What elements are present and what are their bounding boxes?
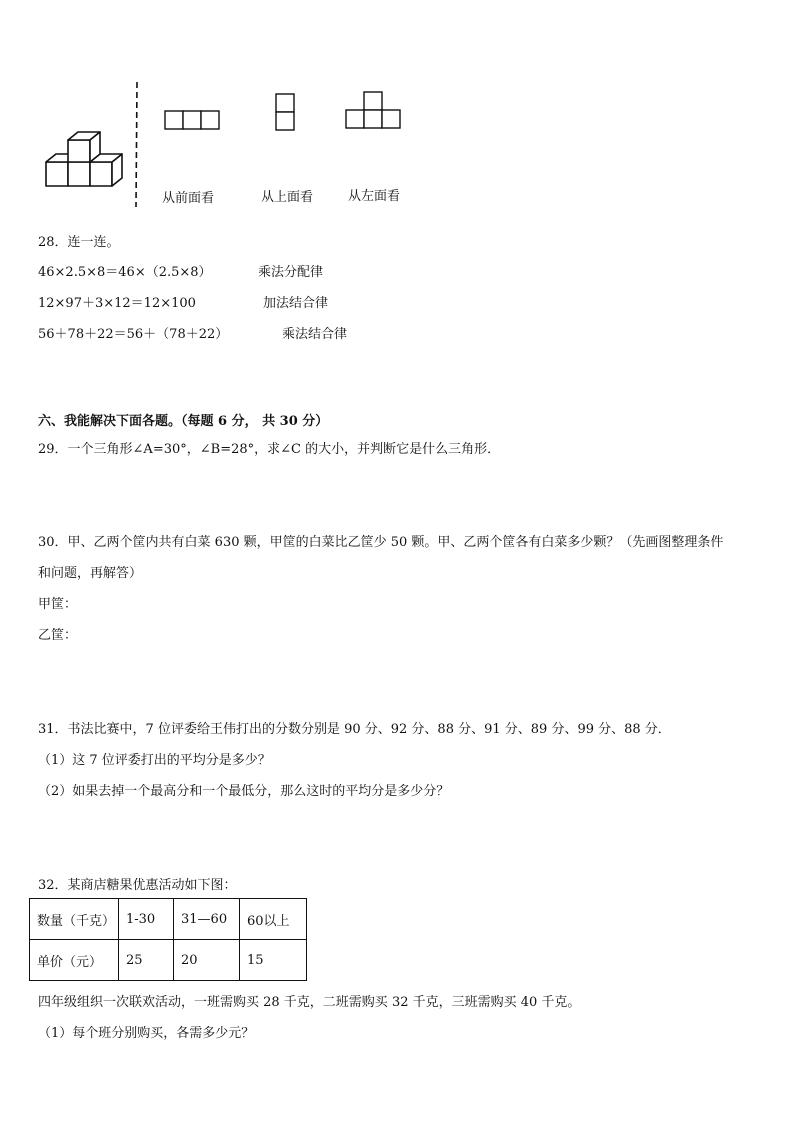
q31-sub-1: （1）这 7 位评委打出的平均分是多少？: [38, 753, 271, 768]
q32-text: 四年级组织一次联欢活动，一班需购买 28 千克，二班需购买 32 千克，三班需购买 40 千克。: [38, 995, 581, 1010]
table-cell: 31—60: [174, 899, 240, 940]
section-6-heading: 六、我能解决下面各题。（每题 6 分， 共 30 分）: [38, 414, 329, 429]
table-cell: 1-30: [119, 899, 174, 940]
q30-label-a: 甲筐：: [38, 597, 78, 612]
table-cell: 15: [240, 940, 307, 981]
q28-title: 28．连一连。: [38, 235, 120, 250]
q32-title: 32．某商店糖果优惠活动如下图：: [38, 878, 237, 893]
q29-text: 29．一个三角形∠A=30°，∠B=28°，求∠C 的大小，并判断它是什么三角形．: [38, 442, 501, 457]
cube-stack-figure: [40, 125, 130, 195]
top-view-drawing: [274, 92, 296, 132]
q30-line-1: 30．甲、乙两个筐内共有白菜 630 颗，甲筐的白菜比乙筐少 50 颗。甲、乙两个筐各有白菜多少颗？（先画图整理条件: [38, 535, 724, 550]
q28-law-2: 加法结合律: [263, 296, 329, 311]
view-label-top: 从上面看: [261, 190, 314, 205]
price-table: [29, 898, 307, 981]
table-cell: 20: [174, 940, 240, 981]
left-view-drawing: [344, 90, 404, 132]
q30-label-b: 乙筐：: [38, 628, 78, 643]
q31-text: 31．书法比赛中，7 位评委给王伟打出的分数分别是 90 分、92 分、88 分、91 分、89 分、99 分、88 分．: [38, 722, 671, 737]
front-view-drawing: [163, 109, 223, 131]
view-label-front: 从前面看: [162, 191, 215, 206]
q31-sub-2: （2）如果去掉一个最高分和一个最低分，那么这时的平均分是多少分？: [38, 784, 450, 799]
q28-law-1: 乘法分配律: [258, 265, 324, 280]
q28-law-3: 乘法结合律: [282, 327, 348, 342]
q30-line-2: 和问题，再解答）: [38, 566, 143, 581]
q28-expr-3: 56＋78＋22＝56＋（78＋22）: [38, 327, 229, 342]
q28-expr-1: 46×2.5×8＝46×（2.5×8）: [38, 265, 212, 280]
view-label-left: 从左面看: [348, 189, 401, 204]
q28-expr-2: 12×97＋3×12＝12×100: [38, 296, 196, 311]
table-row: [30, 940, 307, 981]
table-row: [30, 899, 307, 940]
q32-sub-1: （1）每个班分别购买，各需多少元？: [38, 1026, 255, 1041]
table-cell: 60以上: [240, 899, 307, 940]
table-cell: 数量（千克）: [30, 899, 119, 940]
table-cell: 单价（元）: [30, 940, 119, 981]
dashed-separator: [132, 82, 140, 207]
table-cell: 25: [119, 940, 174, 981]
